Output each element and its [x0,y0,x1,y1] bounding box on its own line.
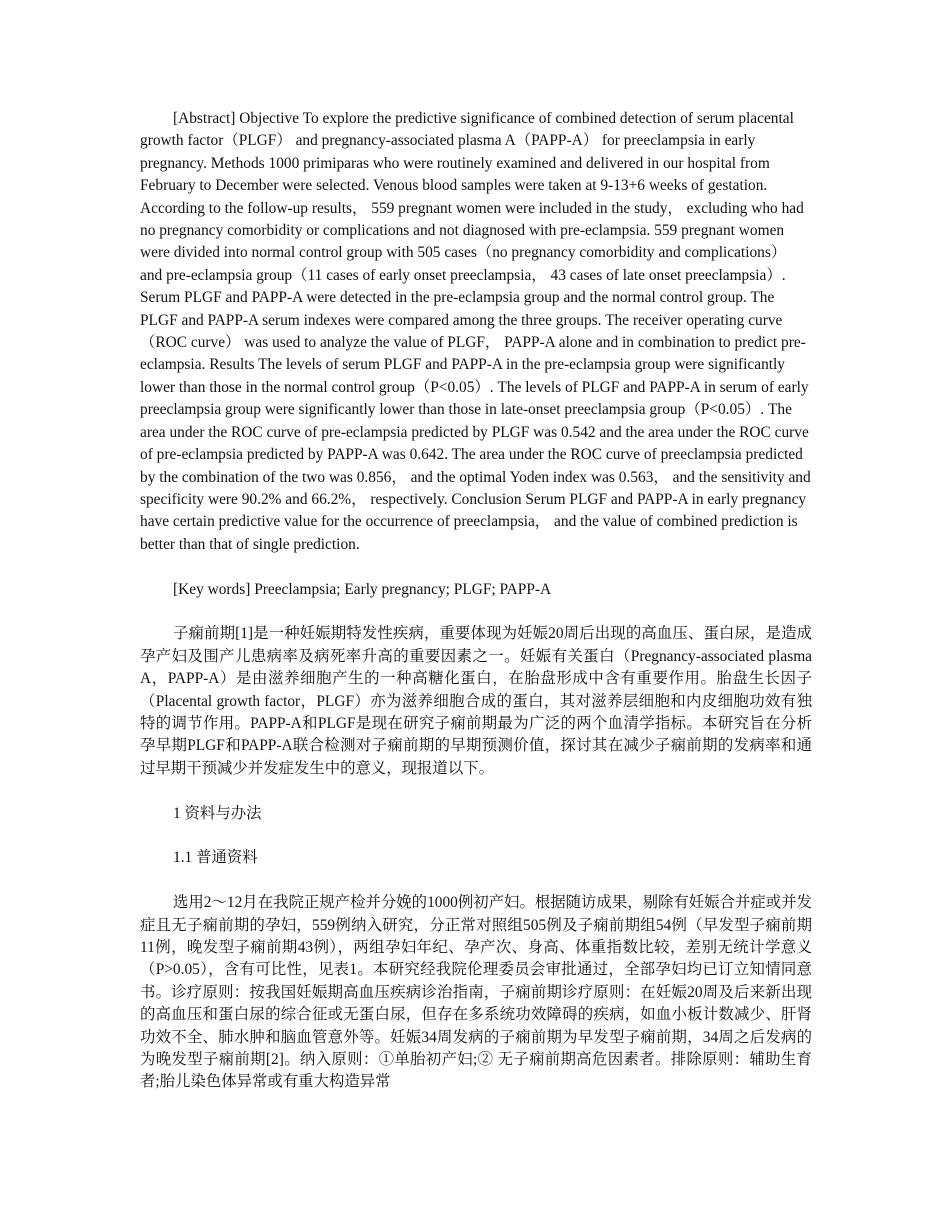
intro-paragraph: 子痫前期[1]是一种妊娠期特发性疾病，重要体现为妊娠20周后出现的高血压、蛋白尿，是造成孕产妇及围产儿患病率及病死率升高的重要因素之一。妊娠有关蛋白（Pregnancy-associated plasma A，PAPP-A）是由滋养细胞产生的一种高糖化蛋白，在胎盘形成中含有重要作用。胎盘生长因子（Placental growth factor，PLGF）亦为滋养细胞合成的蛋白，其对滋养层细胞和内皮细胞功效有独特的调节作用。PAPP-A和PLGF是现在研究子痫前期最为广泛的两个血清学指标。本研究旨在分析孕早期PLGF和PAPP-A联合检测对子痫前期的早期预测价值，探讨其在减少子痫前期的发病率和通过早期干预减少并发症发生中的意义，现报道以下。 [140,625,812,777]
section-heading-materials-methods: 1 资料与办法 [173,804,262,822]
document-page [140,108,812,1116]
subsection-heading-general-data: 1.1 普通资料 [173,849,258,867]
abstract-paragraph: [Abstract] Objective To explore the predictive significance of combined detection of serum placental growth factor（PLGF） and pregnancy-associated plasma A（PAPP-A） for preeclampsia in early pregnancy. Methods 1000 primiparas who were routinely examined and delivered in our hospital from February to December were selected. Venous blood samples were taken at 9-13+6 weeks of gestation. According to the follow-up results， 559 pregnant women were included in the study， excluding who had no pregnancy comorbidity or complications and not diagnosed with pre-eclampsia. 559 pregnant women were divided into normal control group with 505 cases（no pregnancy comorbidity and complications） and pre-eclampsia group（11 cases of early onset preeclampsia， 43 cases of late onset preeclampsia）. Serum PLGF and PAPP-A were detected in the pre-eclampsia group and the normal control group. The PLGF and PAPP-A serum indexes were compared among the three groups. The receiver operating curve（ROC curve） was used to analyze the value of PLGF， PAPP-A alone and in combination to predict pre-eclampsia. Results The levels of serum PLGF and PAPP-A in the pre-eclampsia group were significantly lower than those in the normal control group（P<0.05）. The levels of PLGF and PAPP-A in serum of early preeclampsia group were significantly lower than those in late-onset preeclampsia group（P<0.05）. The area under the ROC curve of pre-eclampsia predicted by PLGF was 0.542 and the area under the ROC curve of pre-eclampsia predicted by PAPP-A was 0.642. The area under the ROC curve of preeclampsia predicted by the combination of the two was 0.856， and the optimal Yoden index was 0.563， and the sensitivity and specificity were 90.2% and 66.2%， respectively. Conclusion Serum PLGF and PAPP-A in early pregnancy have certain predictive value for the occurrence of preeclampsia， and the value of combined prediction is better than that of single prediction. [140,110,811,553]
general-data-paragraph: 选用2～12月在我院正规产检并分娩的1000例初产妇。根据随访成果，剔除有妊娠合并症或并发症且无子痫前期的孕妇，559例纳入研究，分正常对照组505例及子痫前期组54例（早发型子痫前期11例，晚发型子痫前期43例），两组孕妇年纪、孕产次、身高、体重指数比较，差别无统计学意义（P>0.05），含有可比性，见表1。本研究经我院伦理委员会审批通过，全部孕妇均已订立知情同意书。诊疗原则：按我国妊娠期高血压疾病诊治指南，子痫前期诊疗原则：在妊娠20周及后来新出现的高血压和蛋白尿的综合征或无蛋白尿，但存在多系统功效障碍的疾病，如血小板计数减少、肝肾功效不全、肺水肿和脑血管意外等。妊娠34周发病的子痫前期为早发型子痫前期，34周之后发病的为晚发型子痫前期[2]。纳入原则：①单胎初产妇;② 无子痫前期高危因素者。排除原则：辅助生育者;胎儿染色体异常或有重大构造异常 [140,894,812,1091]
keywords-paragraph: [Key words] Preeclampsia; Early pregnancy; PLGF; PAPP-A [173,580,552,598]
